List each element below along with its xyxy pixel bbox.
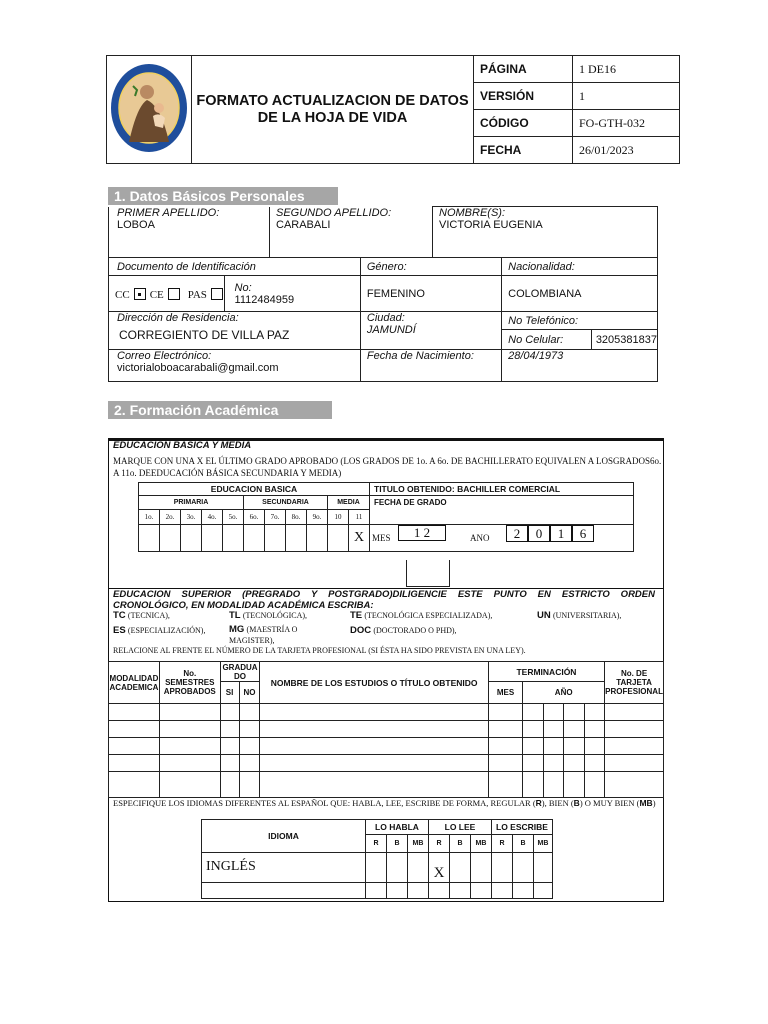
cc-checkbox[interactable] bbox=[134, 288, 146, 300]
celular-label: No Celular: bbox=[502, 330, 592, 350]
col-lee: LO LEE bbox=[429, 820, 492, 835]
table-cell[interactable] bbox=[523, 738, 543, 755]
col-r: R bbox=[429, 835, 450, 853]
doc-no-label: No: bbox=[234, 281, 252, 294]
table-cell[interactable] bbox=[605, 704, 664, 721]
nombres-cell bbox=[433, 207, 658, 258]
idiomas-code: MB bbox=[639, 798, 653, 808]
table-cell[interactable] bbox=[488, 755, 522, 772]
table-cell[interactable] bbox=[260, 738, 488, 755]
col-mes: MES bbox=[488, 682, 522, 704]
grade-cell[interactable] bbox=[223, 525, 244, 552]
col-escribe: LO ESCRIBE bbox=[492, 820, 553, 835]
table-cell[interactable] bbox=[387, 853, 408, 883]
telefono-label: No Telefónico: bbox=[502, 312, 658, 330]
modality-text: (DOCTORADO O PHD), bbox=[373, 626, 457, 635]
section1-title: 1. Datos Básicos Personales bbox=[108, 187, 338, 205]
superior-title: EDUCACION SUPERIOR (PREGRADO Y POSTGRADO)DILIGENCIE ESTE PUNTO EN ESTRICTO ORDEN CRONOLÓGICO, EN MODALIDAD ACADÉMICA ESCRIBA: bbox=[113, 589, 655, 611]
col-b: B bbox=[387, 835, 408, 853]
table-cell[interactable] bbox=[605, 772, 664, 798]
idiomas-table bbox=[201, 819, 553, 899]
table-cell[interactable] bbox=[534, 853, 553, 883]
table-cell[interactable] bbox=[159, 772, 220, 798]
modality-tc bbox=[113, 610, 170, 621]
table-cell[interactable] bbox=[220, 704, 239, 721]
grade-cell[interactable] bbox=[307, 525, 328, 552]
header-label-pagina: PÁGINA bbox=[474, 56, 573, 83]
pas-label: PAS bbox=[187, 288, 207, 301]
direccion-value[interactable]: CORREGIENTO DE VILLA PAZ bbox=[119, 328, 290, 342]
ano-label: ANO bbox=[470, 533, 490, 543]
modality-text: (TECNOLÓGICA ESPECIALIZADA), bbox=[364, 611, 493, 620]
nacimiento-value[interactable]: 28/04/1973 bbox=[502, 350, 658, 382]
col-tarjeta: No. DE TARJETA PROFESIONAL bbox=[605, 662, 664, 704]
lee-r-mark[interactable]: X bbox=[429, 853, 450, 883]
header-label-version: VERSIÓN bbox=[474, 83, 573, 110]
idiomas-instr-text: ) O MUY BIEN ( bbox=[579, 798, 640, 808]
table-cell[interactable] bbox=[584, 738, 604, 755]
correo-cell bbox=[109, 350, 361, 382]
table-cell[interactable] bbox=[260, 721, 488, 738]
grade-label: 11 bbox=[349, 510, 370, 525]
direccion-cell bbox=[109, 312, 361, 350]
header-value-codigo: FO-GTH-032 bbox=[573, 110, 680, 137]
table-cell[interactable] bbox=[523, 755, 543, 772]
col-modalidad: MODALIDAD ACADEMICA bbox=[109, 662, 160, 704]
doc-number-value[interactable]: 1112484959 bbox=[234, 293, 295, 306]
header-value-version: 1 bbox=[573, 83, 680, 110]
grade-cell[interactable] bbox=[139, 525, 160, 552]
table-cell[interactable] bbox=[109, 738, 160, 755]
basica-title: EDUCACION BASICA Y MEDIA bbox=[113, 440, 252, 451]
table-cell[interactable] bbox=[450, 883, 471, 899]
table-cell[interactable] bbox=[523, 772, 543, 798]
nacimiento-label: Fecha de Nacimiento: bbox=[360, 350, 501, 382]
table-cell[interactable] bbox=[584, 704, 604, 721]
media-header: MEDIA bbox=[328, 496, 370, 510]
grade-label: 3o. bbox=[181, 510, 202, 525]
table-cell[interactable] bbox=[488, 704, 522, 721]
table-cell[interactable] bbox=[564, 755, 584, 772]
correo-label: Correo Electrónico: bbox=[117, 350, 212, 362]
idiomas-instr-text: ESPECIFIQUE LOS IDIOMAS DIFERENTES AL ESPAÑOL QUE: HABLA, LEE, ESCRIBE DE FORMA, REGULAR ( bbox=[113, 798, 536, 808]
table-cell[interactable] bbox=[492, 853, 513, 883]
names-table bbox=[108, 206, 658, 258]
idiomas-instr-text: ), BIEN ( bbox=[541, 798, 574, 808]
foundation-logo-icon bbox=[107, 56, 191, 160]
modality-code: TC bbox=[113, 610, 126, 621]
table-cell[interactable] bbox=[239, 738, 260, 755]
relacione-instructions: RELACIONE AL FRENTE EL NÚMERO DE LA TARJETA PROFESIONAL (SI ÉSTA HA SIDO PREVISTA EN UNA LEY). bbox=[113, 646, 526, 655]
table-cell[interactable] bbox=[488, 772, 522, 798]
table-cell[interactable] bbox=[109, 721, 160, 738]
header-value-fecha: 26/01/2023 bbox=[573, 137, 680, 164]
titulo-obtenido: TITULO OBTENIDO: BACHILLER COMERCIAL bbox=[370, 483, 634, 496]
table-cell[interactable] bbox=[366, 883, 387, 899]
col-mb: MB bbox=[471, 835, 492, 853]
table-cell[interactable] bbox=[159, 755, 220, 772]
header-value-pagina: 1 DE16 bbox=[573, 56, 680, 83]
col-graduado: GRADUADO bbox=[220, 662, 260, 682]
table-row bbox=[202, 853, 553, 883]
col-r: R bbox=[366, 835, 387, 853]
table-cell[interactable] bbox=[239, 704, 260, 721]
table-cell[interactable] bbox=[523, 704, 543, 721]
table-cell[interactable] bbox=[109, 772, 160, 798]
segundo-apellido-value[interactable]: CARABALI bbox=[276, 218, 331, 231]
table-cell[interactable] bbox=[564, 704, 584, 721]
primer-apellido-cell bbox=[109, 207, 270, 258]
grade-cell-11[interactable]: X bbox=[349, 525, 370, 552]
table-cell[interactable] bbox=[239, 721, 260, 738]
grade-label: 1o. bbox=[139, 510, 160, 525]
nacionalidad-label: Nacionalidad: bbox=[502, 258, 658, 276]
table-row bbox=[109, 772, 664, 798]
grade-label: 6o. bbox=[244, 510, 265, 525]
table-cell[interactable] bbox=[605, 755, 664, 772]
table-cell[interactable] bbox=[543, 738, 563, 755]
grade-label: 4o. bbox=[202, 510, 223, 525]
ciudad-value[interactable]: JAMUNDÍ bbox=[366, 324, 416, 336]
grade-label: 9o. bbox=[307, 510, 328, 525]
col-semestres: No. SEMESTRES APROBADOS bbox=[159, 662, 220, 704]
table-row bbox=[109, 755, 664, 772]
modality-doc bbox=[350, 625, 457, 636]
table-cell[interactable] bbox=[366, 853, 387, 883]
header-label-fecha: FECHA bbox=[474, 137, 573, 164]
table-cell[interactable] bbox=[513, 883, 534, 899]
table-cell[interactable] bbox=[159, 704, 220, 721]
modality-code: MG bbox=[229, 624, 245, 635]
modality-text: (ESPECIALIZACIÓN), bbox=[127, 626, 206, 635]
idiomas-instructions bbox=[113, 798, 658, 808]
col-no: NO bbox=[239, 682, 260, 704]
table-cell[interactable] bbox=[408, 883, 429, 899]
grade-cell[interactable] bbox=[181, 525, 202, 552]
modality-text: (UNIVERSITARIA), bbox=[552, 611, 622, 620]
grade-label: 8o. bbox=[286, 510, 307, 525]
col-idioma: IDIOMA bbox=[202, 820, 366, 853]
table-cell[interactable] bbox=[109, 755, 160, 772]
table-cell[interactable] bbox=[543, 772, 563, 798]
correo-value[interactable]: victorialoboacarabali@gmail.com bbox=[117, 362, 279, 374]
col-ano: AÑO bbox=[523, 682, 605, 704]
modality-code: UN bbox=[537, 610, 551, 621]
modality-code: TL bbox=[229, 610, 241, 621]
col-b: B bbox=[513, 835, 534, 853]
table-cell[interactable] bbox=[202, 883, 366, 899]
mes-value[interactable]: 1 2 bbox=[398, 525, 446, 541]
table-cell[interactable] bbox=[220, 721, 239, 738]
table-cell[interactable] bbox=[513, 853, 534, 883]
ce-checkbox[interactable] bbox=[168, 288, 180, 300]
grade-cell[interactable] bbox=[244, 525, 265, 552]
table-cell[interactable] bbox=[450, 853, 471, 883]
header-label-codigo: CÓDIGO bbox=[474, 110, 573, 137]
pas-checkbox[interactable] bbox=[211, 288, 223, 300]
nombres-label: NOMBRE(S): bbox=[439, 207, 505, 219]
doc-label: Documento de Identificación bbox=[109, 258, 361, 276]
modality-te bbox=[350, 610, 492, 621]
nombres-value[interactable]: VICTORIA EUGENIA bbox=[439, 219, 543, 231]
modality-code: ES bbox=[113, 625, 126, 636]
grades-mark-row bbox=[139, 525, 634, 552]
idiomas-instr-text: ) bbox=[652, 798, 656, 808]
table-cell[interactable] bbox=[260, 755, 488, 772]
doc-type-cell bbox=[109, 276, 225, 312]
grade-cell[interactable] bbox=[160, 525, 181, 552]
table-cell[interactable] bbox=[387, 883, 408, 899]
fecha-grado-label: FECHA DE GRADO bbox=[370, 496, 634, 525]
table-cell[interactable] bbox=[584, 772, 604, 798]
table-cell[interactable] bbox=[543, 755, 563, 772]
table-cell[interactable] bbox=[429, 883, 450, 899]
col-si: SI bbox=[220, 682, 239, 704]
table-cell[interactable] bbox=[159, 721, 220, 738]
direccion-label: Dirección de Residencia: bbox=[117, 312, 239, 324]
modality-mg bbox=[229, 624, 319, 646]
ano-digit: 2 bbox=[506, 525, 528, 542]
ano-digit: 0 bbox=[528, 525, 550, 542]
table-cell[interactable] bbox=[471, 883, 492, 899]
idioma-value[interactable]: INGLÉS bbox=[202, 853, 366, 883]
table-cell[interactable] bbox=[492, 883, 513, 899]
ce-label: CE bbox=[149, 288, 164, 301]
ano-digit: 1 bbox=[550, 525, 572, 542]
ano-digit: 6 bbox=[572, 525, 594, 542]
primer-apellido-value[interactable]: LOBOA bbox=[117, 218, 155, 231]
educacion-basica-header: EDUCACION BASICA bbox=[139, 483, 370, 496]
table-cell[interactable] bbox=[260, 772, 488, 798]
table-cell[interactable] bbox=[159, 738, 220, 755]
modality-es bbox=[113, 625, 205, 636]
col-terminacion: TERMINACIÓN bbox=[488, 662, 604, 682]
col-b: B bbox=[450, 835, 471, 853]
table-cell[interactable] bbox=[564, 721, 584, 738]
table-cell[interactable] bbox=[584, 755, 604, 772]
col-estudios: NOMBRE DE LOS ESTUDIOS O TÍTULO OBTENIDO bbox=[260, 662, 488, 704]
document-title: FORMATO ACTUALIZACION DE DATOS DE LA HOJA DE VIDA bbox=[192, 56, 474, 164]
grade-cell[interactable] bbox=[202, 525, 223, 552]
table-cell[interactable] bbox=[543, 704, 563, 721]
ciudad-cell bbox=[360, 312, 501, 350]
modality-tl bbox=[229, 610, 307, 621]
grade-label: 2o. bbox=[160, 510, 181, 525]
table-cell[interactable] bbox=[605, 738, 664, 755]
basica-instructions: MARQUE CON UNA X EL ÚLTIMO GRADO APROBADO (LOS GRADOS DE 1o. A 6o. DE BACHILLERATO EQUIVALEN A LOSGRADOS6o. A 11o. DEEDUCACIÓN BÁSICA SECUNDARIA Y MEDIA) bbox=[113, 456, 662, 478]
table-cell[interactable] bbox=[564, 738, 584, 755]
table-cell[interactable] bbox=[260, 704, 488, 721]
table-cell[interactable] bbox=[471, 853, 492, 883]
modality-text: (MAESTRÍA O MAGISTER), bbox=[229, 625, 298, 645]
document-header bbox=[106, 55, 680, 164]
celular-value[interactable]: 3205381837 bbox=[591, 330, 657, 350]
modality-code: TE bbox=[350, 610, 363, 621]
table-cell[interactable] bbox=[564, 772, 584, 798]
table-cell[interactable] bbox=[220, 738, 239, 755]
col-habla: LO HABLA bbox=[366, 820, 429, 835]
col-mb: MB bbox=[534, 835, 553, 853]
idiomas-code: B bbox=[573, 798, 580, 808]
table-cell[interactable] bbox=[543, 721, 563, 738]
table-cell[interactable] bbox=[220, 772, 239, 798]
table-cell[interactable] bbox=[239, 772, 260, 798]
cc-label: CC bbox=[115, 288, 130, 301]
grade-label: 7o. bbox=[265, 510, 286, 525]
table-cell[interactable] bbox=[523, 721, 543, 738]
modality-text: (TECNOLÓGICA), bbox=[242, 611, 308, 620]
secundaria-header: SECUNDARIA bbox=[244, 496, 328, 510]
segundo-apellido-cell bbox=[270, 207, 433, 258]
primaria-header: PRIMARIA bbox=[139, 496, 244, 510]
personal-info-table bbox=[108, 257, 658, 382]
genero-label: Género: bbox=[360, 258, 501, 276]
grade-label: 10 bbox=[328, 510, 349, 525]
table-row bbox=[109, 704, 664, 721]
table-cell[interactable] bbox=[605, 721, 664, 738]
ano-digits[interactable] bbox=[506, 525, 594, 542]
col-mb: MB bbox=[408, 835, 429, 853]
table-cell[interactable] bbox=[109, 704, 160, 721]
table-row bbox=[109, 738, 664, 755]
modality-un bbox=[537, 610, 621, 621]
section2-title: 2. Formación Académica bbox=[108, 401, 332, 419]
logo-cell bbox=[107, 56, 192, 164]
grades-table bbox=[138, 482, 634, 552]
table-cell[interactable] bbox=[584, 721, 604, 738]
segundo-apellido-label: SEGUNDO APELLIDO: bbox=[276, 206, 392, 219]
table-cell[interactable] bbox=[488, 738, 522, 755]
table-cell[interactable] bbox=[534, 883, 553, 899]
idiomas-code: R bbox=[535, 798, 542, 808]
grade-cell[interactable] bbox=[265, 525, 286, 552]
genero-value[interactable]: FEMENINO bbox=[360, 276, 501, 312]
mes-label: MES bbox=[372, 533, 391, 543]
table-cell[interactable] bbox=[239, 755, 260, 772]
modality-text: (TECNICA), bbox=[127, 611, 170, 620]
fecha-grado-extra-box bbox=[406, 560, 450, 587]
table-row bbox=[202, 883, 553, 899]
grade-label: 5o. bbox=[223, 510, 244, 525]
ciudad-label: Ciudad: bbox=[366, 312, 405, 324]
grade-cell[interactable] bbox=[328, 525, 349, 552]
col-r: R bbox=[492, 835, 513, 853]
grade-cell[interactable] bbox=[286, 525, 307, 552]
table-cell[interactable] bbox=[488, 721, 522, 738]
nacionalidad-value[interactable]: COLOMBIANA bbox=[502, 276, 658, 312]
table-row bbox=[109, 721, 664, 738]
modality-code: DOC bbox=[350, 625, 372, 636]
table-cell[interactable] bbox=[408, 853, 429, 883]
fecha-grado-values bbox=[370, 525, 634, 552]
superior-table bbox=[108, 661, 664, 798]
primer-apellido-label: PRIMER APELLIDO: bbox=[117, 206, 220, 219]
table-cell[interactable] bbox=[220, 755, 239, 772]
doc-number-cell bbox=[224, 276, 360, 312]
